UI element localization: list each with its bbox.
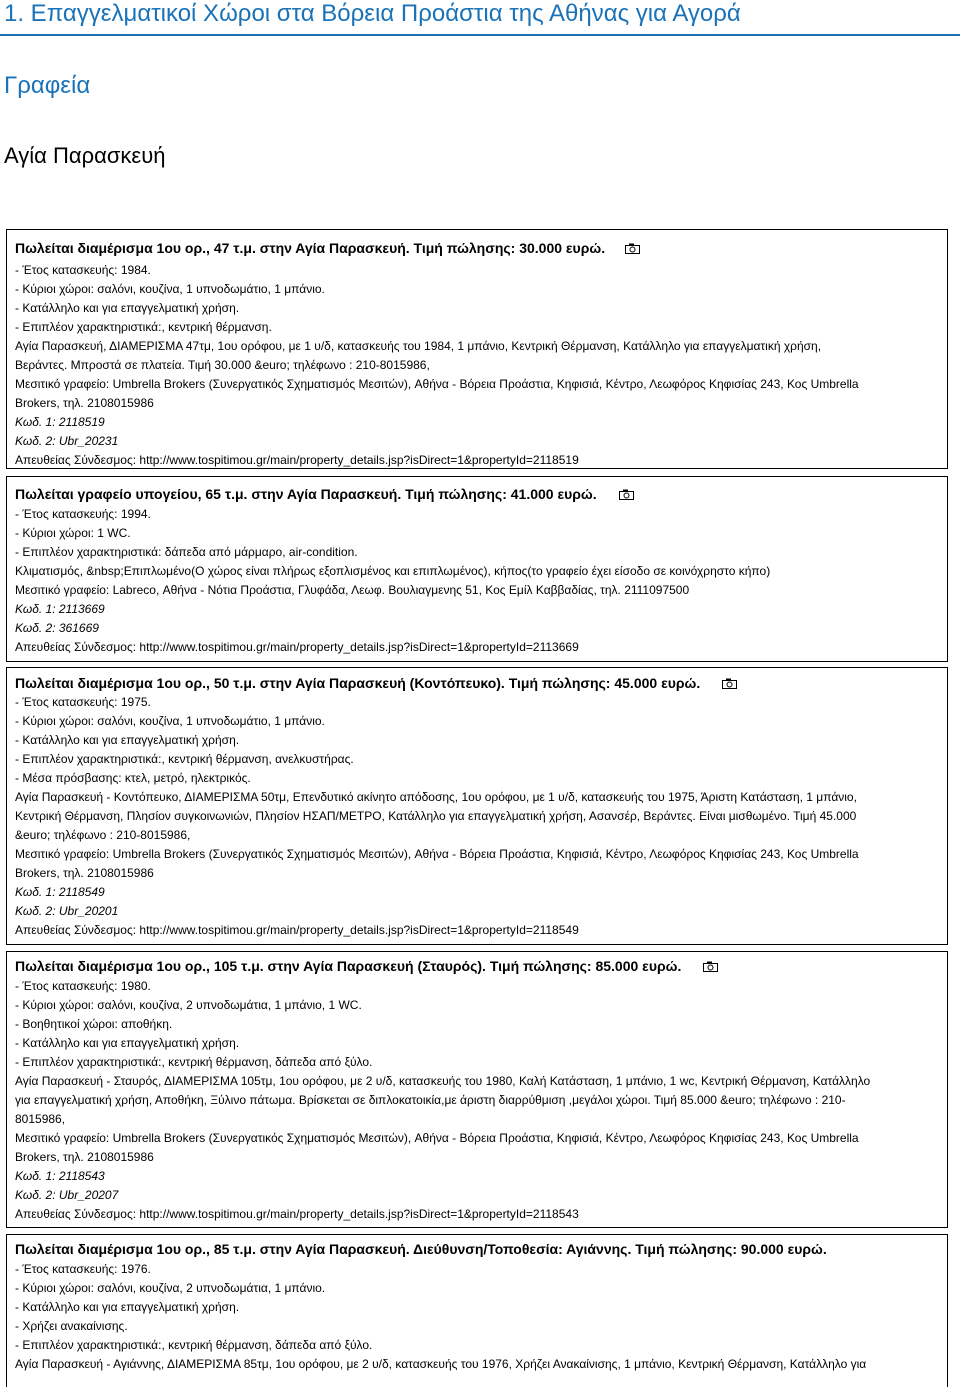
listing-card: [6, 229, 948, 469]
section-heading: Γραφεία: [4, 72, 91, 99]
listing-code1: Κωδ. 1: 2118549: [15, 885, 105, 899]
listing-line: - Κατάλληλο και για επαγγελματική χρήση.: [15, 733, 240, 747]
listing-line: για επαγγελματική χρήση, Αποθήκη, Ξύλινο πάτωμα. Βρίσκεται σε διπλοκατοικία,με άριστη διαρρύθμιση ,μεγάλοι χώροι. Τιμή 85.000 &euro; τηλέφωνο : 210-: [15, 1093, 846, 1107]
listing-line: Μεσιτικό γραφείο: Umbrella Brokers (Συνεργατικός Σχηματισμός Μεσιτών), Αθήνα - Βόρεια Προάστια, Κηφισιά, Κέντρο, Λεωφόρος Κηφισίας 243, Κος Umbrella: [15, 847, 859, 861]
listing-line: Brokers, τηλ. 2108015986: [15, 1150, 154, 1164]
listing-line: - Έτος κατασκευής: 1980.: [15, 979, 151, 993]
listing-title: Πωλείται διαμέρισμα 1ου ορ., 50 τ.μ. στην Αγία Παρασκευή (Κοντόπευκο). Τιμή πώλησης: 45.000 ευρώ.: [15, 675, 737, 691]
listing-line: - Κύριοι χώροι: σαλόνι, κουζίνα, 2 υπνοδωμάτια, 1 μπάνιο.: [15, 1281, 326, 1295]
listing-line: Μεσιτικό γραφείο: Umbrella Brokers (Συνεργατικός Σχηματισμός Μεσιτών), Αθήνα - Βόρεια Προάστια, Κηφισιά, Κέντρο, Λεωφόρος Κηφισίας 243, Κος Umbrella: [15, 1131, 859, 1145]
listing-code1: Κωδ. 1: 2113669: [15, 602, 105, 616]
listing-line: - Κύριοι χώροι: σαλόνι, κουζίνα, 2 υπνοδωμάτια, 1 μπάνιο, 1 WC.: [15, 998, 362, 1012]
listing-link[interactable]: Απευθείας Σύνδεσμος: http://www.tospitimou.gr/main/property_details.jsp?isDirect=1&propertyId=2118549: [15, 923, 579, 937]
listing-line: Brokers, τηλ. 2108015986: [15, 396, 154, 410]
listing-line: - Κύριοι χώροι: σαλόνι, κουζίνα, 1 υπνοδωμάτιο, 1 μπάνιο.: [15, 714, 325, 728]
listing-line: Μεσιτικό γραφείο: Labreco, Αθήνα - Νότια Προάστια, Γλυφάδα, Λεωφ. Βουλιαγμενης 51, Κος Εμίλ Καββαδίας, τηλ. 2111097500: [15, 583, 690, 597]
listing-line: - Έτος κατασκευής: 1976.: [15, 1262, 151, 1276]
photo-icon[interactable]: [625, 243, 640, 254]
listing-line: - Έτος κατασκευής: 1984.: [15, 263, 151, 277]
listing-link[interactable]: Απευθείας Σύνδεσμος: http://www.tospitimou.gr/main/property_details.jsp?isDirect=1&propertyId=2118543: [15, 1207, 579, 1221]
listing-line: - Επιπλέον χαρακτηριστικά:, κεντρική θέρμανση.: [15, 320, 272, 334]
listing-line: Brokers, τηλ. 2108015986: [15, 866, 154, 880]
listing-line: Κεντρική Θέρμανση, Πλησίον συγκοινωνιών, Πλησίον ΗΣΑΠ/ΜΕΤΡΟ, Κατάλληλο για επαγγελματική χρήση, Ασανσέρ, Βεράντες. Είναι μισθωμένο. Τιμή 45.000: [15, 809, 857, 823]
listing-card: [6, 667, 948, 945]
listing-line: Αγία Παρασκευή, ΔΙΑΜΕΡΙΣΜΑ 47τμ, 1ου ορόφου, με 1 υ/δ, κατασκευής του 1984, 1 μπάνιο, Κεντρική Θέρμανση, Κατάλληλο για επαγγελματική χρήση,: [15, 339, 822, 353]
listing-line: - Έτος κατασκευής: 1994.: [15, 507, 151, 521]
listing-line: - Κύριοι χώροι: 1 WC.: [15, 526, 131, 540]
photo-icon[interactable]: [722, 678, 737, 689]
listing-line: 8015986,: [15, 1112, 66, 1126]
listing-title: Πωλείται διαμέρισμα 1ου ορ., 85 τ.μ. στην Αγία Παρασκευή. Διεύθυνση/Τοποθεσία: Αγιάννης. Τιμή πώλησης: 90.000 ευρώ.: [15, 1241, 827, 1257]
listing-code2: Κωδ. 2: Ubr_20207: [15, 1188, 119, 1202]
listing-line: Αγία Παρασκευή - Κοντόπευκο, ΔΙΑΜΕΡΙΣΜΑ 50τμ, Επενδυτικό ακίνητο απόδοσης, 1ου ορόφου, με 1 υ/δ, κατασκευής του 1975, Άριστη Κατάσταση, 1 μπάνιο,: [15, 790, 857, 804]
title-divider: [0, 34, 960, 36]
listing-line: Κλιματισμός, &nbsp;Επιπλωμένο(Ο χώρος είναι πλήρως εξοπλισμένος και επιπλωμένος), κήπος(το γραφείο έχει είσοδο σε κοινόχρηστο κήπο): [15, 564, 771, 578]
listing-line: - Βοηθητικοί χώροι: αποθήκη.: [15, 1017, 173, 1031]
listing-line: - Μέσα πρόσβασης: κτελ, μετρό, ηλεκτρικός.: [15, 771, 251, 785]
listing-line: &euro; τηλέφωνο : 210-8015986,: [15, 828, 191, 842]
listing-line: - Επιπλέον χαρακτηριστικά: δάπεδα από μάρμαρο, air-condition.: [15, 545, 358, 559]
listing-line: - Κατάλληλο και για επαγγελματική χρήση.: [15, 1300, 240, 1314]
listing-line: - Επιπλέον χαρακτηριστικά:, κεντρική θέρμανση, δάπεδα από ξύλο.: [15, 1338, 373, 1352]
listing-link[interactable]: Απευθείας Σύνδεσμος: http://www.tospitimou.gr/main/property_details.jsp?isDirect=1&propertyId=2118519: [15, 453, 579, 467]
listing-line: - Κύριοι χώροι: σαλόνι, κουζίνα, 1 υπνοδωμάτιο, 1 μπάνιο.: [15, 282, 325, 296]
listing-line: - Χρήζει ανακαίνισης.: [15, 1319, 128, 1333]
listing-title: Πωλείται γραφείο υπογείου, 65 τ.μ. στην Αγία Παρασκευή. Τιμή πώλησης: 41.000 ευρώ.: [15, 486, 634, 502]
listing-line: - Κατάλληλο και για επαγγελματική χρήση.: [15, 301, 240, 315]
page-title: 1. Επαγγελματικοί Χώροι στα Βόρεια Προάστια της Αθήνας για Αγορά: [4, 0, 741, 27]
listing-code2: Κωδ. 2: Ubr_20231: [15, 434, 119, 448]
listing-title: Πωλείται διαμέρισμα 1ου ορ., 105 τ.μ. στην Αγία Παρασκευή (Σταυρός). Τιμή πώλησης: 85.000 ευρώ.: [15, 958, 718, 974]
photo-icon[interactable]: [703, 961, 718, 972]
listing-line: - Κατάλληλο και για επαγγελματική χρήση.: [15, 1036, 240, 1050]
area-heading: Αγία Παρασκευή: [4, 143, 166, 168]
listing-line: Αγία Παρασκευή - Σταυρός, ΔΙΑΜΕΡΙΣΜΑ 105τμ, 1ου ορόφου, με 2 υ/δ, κατασκευής του 1980, Καλή Κατάσταση, 1 μπάνιο, 1 wc, Κεντρική Θέρμανση, Κατάλληλο: [15, 1074, 871, 1088]
listing-line: - Επιπλέον χαρακτηριστικά:, κεντρική θέρμανση, δάπεδα από ξύλο.: [15, 1055, 373, 1069]
photo-icon[interactable]: [619, 489, 634, 500]
listing-line: Βεράντες. Μπροστά σε πλατεία. Τιμή 30.000 &euro; τηλέφωνο : 210-8015986,: [15, 358, 430, 372]
listing-card: [6, 951, 948, 1228]
listing-code2: Κωδ. 2: Ubr_20201: [15, 904, 119, 918]
listing-card: [6, 1234, 948, 1387]
listing-card: [6, 476, 948, 662]
listing-title: Πωλείται διαμέρισμα 1ου ορ., 47 τ.μ. στην Αγία Παρασκευή. Τιμή πώλησης: 30.000 ευρώ.: [15, 240, 640, 256]
listing-link[interactable]: Απευθείας Σύνδεσμος: http://www.tospitimou.gr/main/property_details.jsp?isDirect=1&propertyId=2113669: [15, 640, 579, 654]
listing-code1: Κωδ. 1: 2118543: [15, 1169, 105, 1183]
listing-line: - Επιπλέον χαρακτηριστικά:, κεντρική θέρμανση, ανελκυστήρας.: [15, 752, 354, 766]
listing-line: Αγία Παρασκευή - Αγιάννης, ΔΙΑΜΕΡΙΣΜΑ 85τμ, 1ου ορόφου, με 2 υ/δ, κατασκευής του 1976, Χρήζει Ανακαίνισης, 1 μπάνιο, Κεντρική Θέρμανση, Κατάλληλο για: [15, 1357, 867, 1371]
listing-line: - Έτος κατασκευής: 1975.: [15, 695, 151, 709]
listing-line: Μεσιτικό γραφείο: Umbrella Brokers (Συνεργατικός Σχηματισμός Μεσιτών), Αθήνα - Βόρεια Προάστια, Κηφισιά, Κέντρο, Λεωφόρος Κηφισίας 243, Κος Umbrella: [15, 377, 859, 391]
listing-code1: Κωδ. 1: 2118519: [15, 415, 105, 429]
listing-code2: Κωδ. 2: 361669: [15, 621, 99, 635]
